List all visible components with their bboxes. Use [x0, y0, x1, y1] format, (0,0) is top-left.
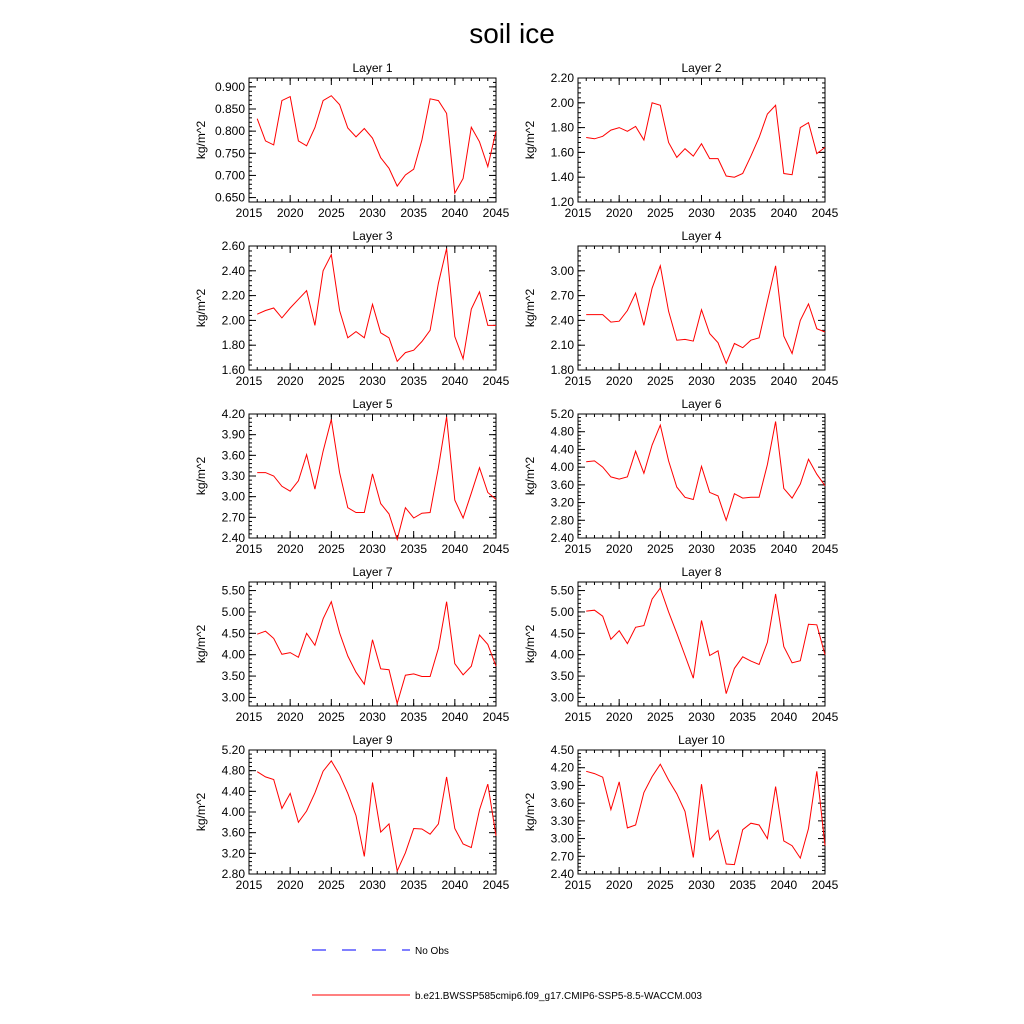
x-tick-label: 2020 — [276, 374, 304, 388]
x-tick-label: 2030 — [688, 878, 715, 892]
x-tick-label: 2030 — [359, 878, 386, 892]
x-tick-label: 2035 — [729, 878, 757, 892]
y-tick-label: 4.00 — [221, 805, 245, 819]
x-tick-label: 2045 — [482, 542, 510, 556]
x-tick-label: 2030 — [359, 542, 386, 556]
x-tick-label: 2020 — [605, 542, 633, 556]
x-tick-label: 2045 — [811, 542, 839, 556]
x-tick-label: 2045 — [811, 878, 839, 892]
panel-layer-7 — [194, 565, 510, 724]
x-tick-label: 2015 — [564, 710, 592, 724]
panel-title: Layer 6 — [681, 397, 722, 411]
x-tick-label: 2045 — [811, 374, 839, 388]
x-tick-label: 2040 — [441, 710, 469, 724]
x-tick-label: 2045 — [811, 206, 839, 220]
y-axis-label: kg/m^2 — [194, 120, 208, 160]
x-tick-label: 2035 — [400, 878, 428, 892]
plot-frame — [578, 414, 825, 538]
x-tick-label: 2035 — [400, 374, 428, 388]
x-tick-label: 2040 — [770, 710, 798, 724]
y-tick-label: 3.60 — [221, 825, 245, 840]
x-tick-label: 2040 — [441, 374, 469, 388]
x-tick-label: 2020 — [276, 542, 304, 556]
y-tick-label: 4.50 — [550, 743, 574, 757]
y-tick-label: 1.80 — [550, 363, 574, 377]
x-tick-label: 2045 — [482, 710, 510, 724]
y-tick-label: 2.40 — [550, 867, 574, 881]
panel-layer-9 — [194, 733, 510, 892]
panel-title: Layer 7 — [352, 565, 393, 579]
y-tick-label: 3.90 — [550, 778, 574, 793]
y-tick-label: 2.10 — [550, 338, 574, 353]
x-tick-label: 2035 — [400, 542, 428, 556]
x-tick-label: 2045 — [482, 374, 510, 388]
y-tick-label: 3.50 — [550, 669, 574, 684]
panel-title: Layer 1 — [352, 61, 393, 75]
y-tick-label: 0.900 — [214, 79, 245, 94]
y-tick-label: 1.40 — [550, 170, 574, 185]
x-tick-label: 2015 — [564, 542, 592, 556]
y-tick-label: 4.00 — [221, 647, 245, 662]
x-tick-label: 2040 — [770, 878, 798, 892]
x-tick-label: 2040 — [770, 206, 798, 220]
y-tick-label: 4.50 — [550, 626, 574, 641]
x-tick-label: 2020 — [605, 206, 633, 220]
panel-title: Layer 8 — [681, 565, 722, 579]
panel-title: Layer 2 — [681, 61, 722, 75]
y-axis-label: kg/m^2 — [523, 624, 537, 664]
y-tick-label: 4.20 — [221, 407, 245, 421]
x-tick-label: 2015 — [564, 374, 592, 388]
legend-obs-label: No Obs — [415, 946, 449, 957]
panel-layer-10 — [523, 733, 839, 892]
y-tick-label: 2.00 — [550, 95, 574, 110]
x-tick-label: 2035 — [400, 206, 428, 220]
y-tick-label: 2.00 — [221, 313, 245, 328]
y-tick-label: 3.30 — [221, 469, 245, 483]
y-tick-label: 4.00 — [550, 647, 574, 662]
x-tick-label: 2020 — [605, 878, 633, 892]
y-tick-label: 5.20 — [221, 743, 245, 757]
y-axis-label: kg/m^2 — [523, 120, 537, 160]
x-tick-label: 2025 — [317, 710, 345, 724]
x-tick-label: 2025 — [317, 206, 345, 220]
y-tick-label: 2.40 — [221, 263, 245, 278]
y-tick-label: 3.60 — [550, 796, 574, 811]
y-tick-label: 5.50 — [221, 583, 245, 598]
panel-title: Layer 4 — [681, 229, 722, 243]
x-tick-label: 2045 — [482, 206, 510, 220]
x-tick-label: 2020 — [605, 374, 633, 388]
y-tick-label: 3.00 — [221, 489, 245, 504]
panel-layer-5 — [194, 397, 510, 556]
y-tick-label: 3.00 — [550, 690, 574, 705]
x-tick-label: 2025 — [317, 878, 345, 892]
y-tick-label: 5.20 — [550, 407, 574, 421]
panel-title: Layer 9 — [352, 733, 393, 747]
panel-layer-1 — [194, 61, 510, 220]
x-tick-label: 2030 — [688, 206, 715, 220]
x-tick-label: 2015 — [235, 878, 263, 892]
x-tick-label: 2015 — [564, 206, 592, 220]
panel-title: Layer 5 — [352, 397, 393, 411]
y-tick-label: 2.70 — [550, 849, 574, 864]
y-tick-label: 5.00 — [221, 604, 245, 619]
y-tick-label: 4.40 — [221, 784, 245, 799]
y-tick-label: 3.00 — [550, 263, 574, 278]
y-axis-label: kg/m^2 — [194, 792, 208, 832]
y-tick-label: 4.80 — [221, 763, 245, 778]
x-tick-label: 2015 — [564, 878, 592, 892]
x-tick-label: 2025 — [317, 542, 345, 556]
y-tick-label: 2.60 — [221, 239, 245, 253]
plot-frame — [249, 750, 496, 874]
x-tick-label: 2025 — [317, 374, 345, 388]
x-tick-label: 2045 — [482, 878, 510, 892]
x-tick-label: 2025 — [646, 206, 674, 220]
y-axis-label: kg/m^2 — [523, 792, 537, 832]
y-tick-label: 5.50 — [550, 583, 574, 598]
x-tick-label: 2015 — [235, 710, 263, 724]
series-line — [586, 103, 825, 177]
y-tick-label: 2.40 — [550, 313, 574, 328]
panel-title: Layer 3 — [352, 229, 393, 243]
y-tick-label: 3.50 — [221, 669, 245, 684]
y-tick-label: 3.60 — [221, 448, 245, 463]
plot-frame — [249, 582, 496, 706]
x-tick-label: 2015 — [235, 374, 263, 388]
y-tick-label: 2.70 — [550, 288, 574, 303]
y-tick-label: 2.20 — [550, 71, 574, 85]
y-tick-label: 5.00 — [550, 604, 574, 619]
y-tick-label: 2.70 — [221, 510, 245, 525]
x-tick-label: 2025 — [646, 374, 674, 388]
y-tick-label: 2.40 — [550, 531, 574, 545]
x-tick-label: 2020 — [276, 206, 304, 220]
y-axis-label: kg/m^2 — [194, 288, 208, 328]
x-tick-label: 2035 — [729, 542, 757, 556]
y-tick-label: 2.20 — [221, 288, 245, 303]
x-tick-label: 2040 — [441, 878, 469, 892]
x-tick-label: 2040 — [441, 542, 469, 556]
series-line — [586, 422, 825, 521]
x-tick-label: 2015 — [235, 542, 263, 556]
x-tick-label: 2035 — [400, 710, 428, 724]
y-tick-label: 0.800 — [214, 124, 245, 139]
y-tick-label: 0.700 — [214, 168, 245, 183]
y-tick-label: 1.80 — [221, 338, 245, 353]
legend — [312, 946, 702, 1002]
y-axis-label: kg/m^2 — [523, 456, 537, 496]
plot-frame — [249, 78, 496, 202]
x-tick-label: 2040 — [770, 374, 798, 388]
x-tick-label: 2015 — [235, 206, 263, 220]
y-tick-label: 1.20 — [550, 195, 574, 209]
series-line — [257, 249, 496, 362]
x-tick-label: 2025 — [646, 710, 674, 724]
plot-frame — [578, 246, 825, 370]
y-tick-label: 2.40 — [221, 531, 245, 545]
x-tick-label: 2035 — [729, 374, 757, 388]
plot-frame — [249, 246, 496, 370]
x-tick-label: 2040 — [770, 542, 798, 556]
y-tick-label: 0.650 — [214, 190, 245, 205]
y-tick-label: 1.60 — [221, 363, 245, 377]
x-tick-label: 2030 — [359, 206, 386, 220]
y-tick-label: 3.30 — [550, 813, 574, 828]
y-tick-label: 3.90 — [221, 427, 245, 442]
x-tick-label: 2040 — [441, 206, 469, 220]
series-line — [586, 764, 825, 864]
y-tick-label: 4.50 — [221, 626, 245, 641]
series-line — [586, 266, 825, 364]
y-tick-label: 3.20 — [221, 846, 245, 861]
x-tick-label: 2020 — [276, 710, 304, 724]
y-tick-label: 2.80 — [550, 513, 574, 528]
panel-title: Layer 10 — [678, 733, 725, 747]
series-line — [586, 588, 825, 694]
y-tick-label: 4.80 — [550, 424, 574, 439]
y-axis-label: kg/m^2 — [523, 288, 537, 328]
y-tick-label: 3.00 — [550, 831, 574, 846]
series-line — [257, 417, 496, 540]
panels — [194, 61, 839, 892]
panel-layer-3 — [194, 229, 510, 388]
y-tick-label: 0.850 — [214, 102, 245, 116]
y-tick-label: 0.750 — [214, 146, 245, 161]
series-line — [257, 602, 496, 704]
y-axis-label: kg/m^2 — [194, 624, 208, 664]
panel-layer-2 — [523, 61, 839, 220]
x-tick-label: 2025 — [646, 542, 674, 556]
y-tick-label: 1.80 — [550, 120, 574, 135]
x-tick-label: 2030 — [359, 374, 386, 388]
y-tick-label: 2.80 — [221, 867, 245, 881]
y-axis-label: kg/m^2 — [194, 456, 208, 496]
y-tick-label: 3.20 — [550, 495, 574, 510]
plot-frame — [578, 750, 825, 874]
figure-title: soil ice — [469, 18, 555, 49]
x-tick-label: 2035 — [729, 710, 757, 724]
panel-layer-6 — [523, 397, 839, 556]
x-tick-label: 2030 — [688, 710, 715, 724]
y-tick-label: 3.60 — [550, 477, 574, 492]
y-tick-label: 4.40 — [550, 442, 574, 457]
x-tick-label: 2030 — [359, 710, 386, 724]
legend-model-label: b.e21.BWSSP585cmip6.f09_g17.CMIP6-SSP5-8.5-WACCM.003 — [415, 991, 702, 1002]
y-tick-label: 3.00 — [221, 690, 245, 705]
y-tick-label: 4.20 — [550, 760, 574, 775]
plot-frame — [578, 78, 825, 202]
x-tick-label: 2020 — [276, 878, 304, 892]
x-tick-label: 2035 — [729, 206, 757, 220]
panel-layer-4 — [523, 229, 839, 388]
x-tick-label: 2045 — [811, 710, 839, 724]
series-line — [257, 96, 496, 193]
x-tick-label: 2030 — [688, 374, 715, 388]
series-line — [257, 761, 496, 871]
x-tick-label: 2020 — [605, 710, 633, 724]
plot-frame — [578, 582, 825, 706]
panel-layer-8 — [523, 565, 839, 724]
y-tick-label: 4.00 — [550, 460, 574, 475]
y-tick-label: 1.60 — [550, 145, 574, 160]
x-tick-label: 2030 — [688, 542, 715, 556]
x-tick-label: 2025 — [646, 878, 674, 892]
